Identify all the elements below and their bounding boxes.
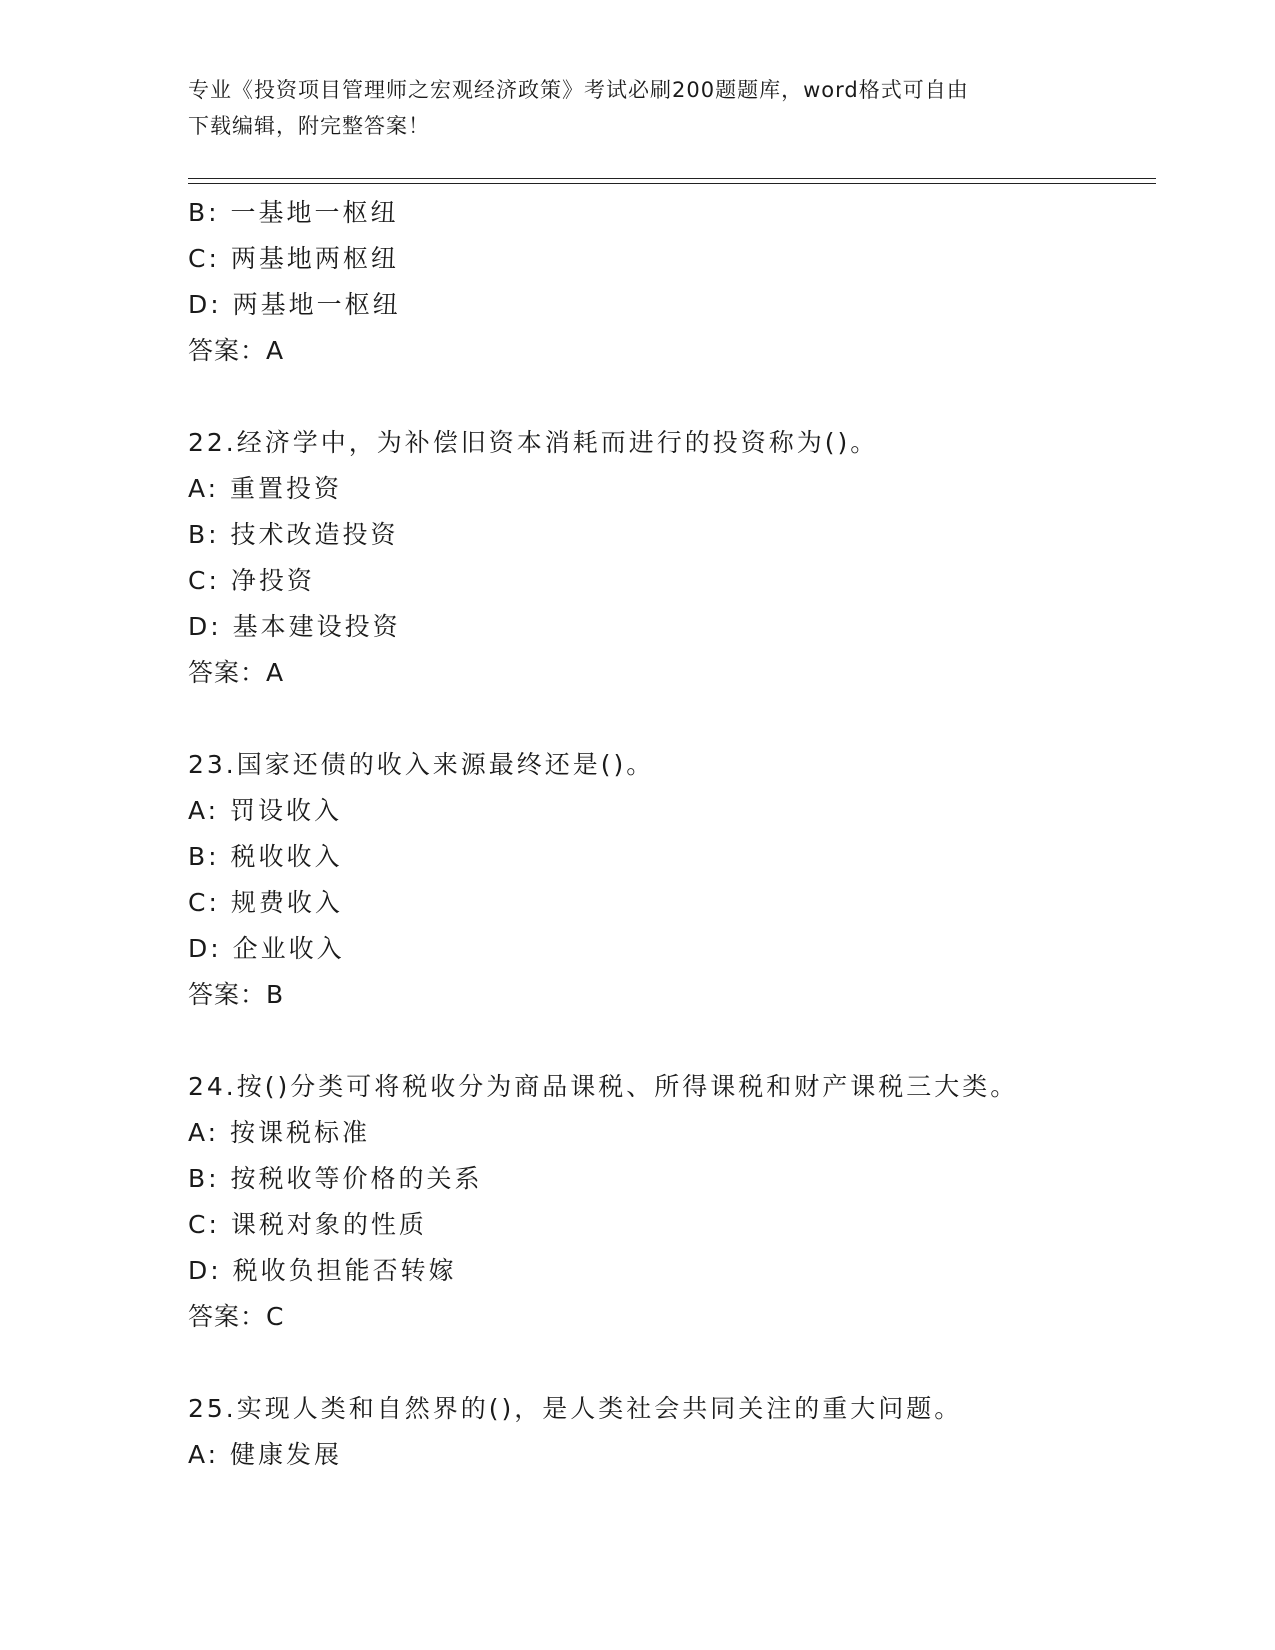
option-b: B: 按税收等价格的关系 xyxy=(188,1164,483,1193)
question-stem: 24.按()分类可将税收分为商品课税、所得课税和财产课税三大类。 xyxy=(188,1072,1019,1101)
answer-line xyxy=(188,972,1156,1018)
partial-question-block xyxy=(188,190,1156,374)
question-stem: 25.实现人类和自然界的()，是人类社会共同关注的重大问题。 xyxy=(188,1394,963,1423)
header-divider-bottom xyxy=(188,183,1156,184)
option-d: D: 基本建设投资 xyxy=(188,612,401,641)
option-a: A: 健康发展 xyxy=(188,1440,343,1469)
question-25 xyxy=(188,1386,1156,1478)
answer-value: B xyxy=(266,980,284,1009)
option-c: C: 两基地两枢纽 xyxy=(188,244,399,273)
option-c: C: 课税对象的性质 xyxy=(188,1210,427,1239)
header-title-line-2: 下载编辑，附完整答案！ xyxy=(188,114,430,138)
answer-line xyxy=(188,328,1156,374)
option-b: B: 技术改造投资 xyxy=(188,520,399,549)
answer-label: 答案： xyxy=(188,1302,267,1331)
document-header xyxy=(188,72,1088,144)
question-stem: 23.国家还债的收入来源最终还是()。 xyxy=(188,750,655,779)
header-divider-top xyxy=(188,178,1156,179)
option-c: C: 净投资 xyxy=(188,566,315,595)
question-stem: 22.经济学中，为补偿旧资本消耗而进行的投资称为()。 xyxy=(188,428,879,457)
answer-label: 答案： xyxy=(188,980,267,1009)
answer-line xyxy=(188,650,1156,696)
option-d: D: 税收负担能否转嫁 xyxy=(188,1256,457,1285)
answer-value: C xyxy=(266,1302,284,1331)
option-c: C: 规费收入 xyxy=(188,888,343,917)
answer-label: 答案： xyxy=(188,336,267,365)
question-24 xyxy=(188,1064,1156,1340)
question-23 xyxy=(188,742,1156,1018)
option-a: A: 罚设收入 xyxy=(188,796,343,825)
option-b: B: 一基地一枢纽 xyxy=(188,198,399,227)
answer-value: A xyxy=(266,336,284,365)
document-body xyxy=(188,190,1156,1478)
answer-line xyxy=(188,1294,1156,1340)
answer-value: A xyxy=(266,658,284,687)
answer-label: 答案： xyxy=(188,658,267,687)
option-b: B: 税收收入 xyxy=(188,842,343,871)
option-d: D: 企业收入 xyxy=(188,934,345,963)
question-22 xyxy=(188,420,1156,696)
header-title-line-1: 专业《投资项目管理师之宏观经济政策》考试必刷200题题库，word格式可自由 xyxy=(188,78,969,102)
option-a: A: 按课税标准 xyxy=(188,1118,371,1147)
option-d: D: 两基地一枢纽 xyxy=(188,290,401,319)
option-a: A: 重置投资 xyxy=(188,474,343,503)
